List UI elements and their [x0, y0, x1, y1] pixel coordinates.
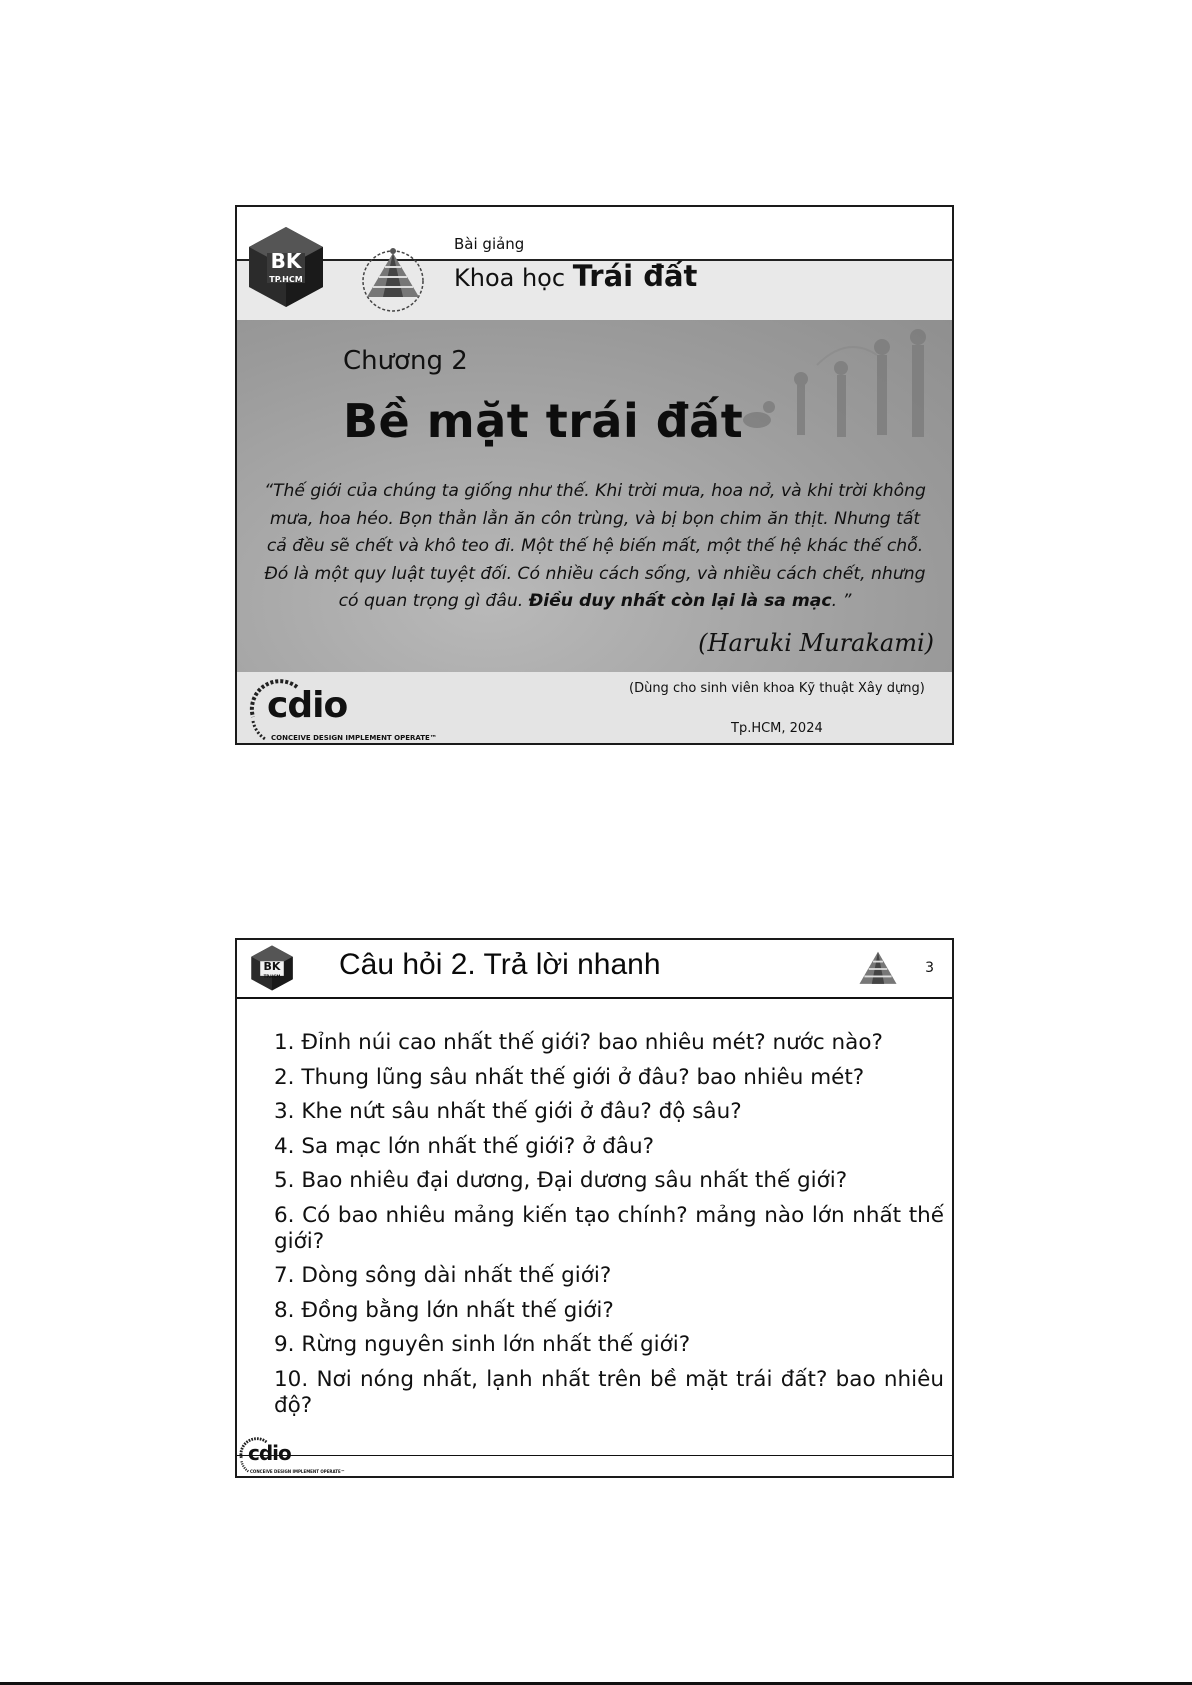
course-title-prefix: Khoa học: [454, 264, 566, 292]
quote-author: (Haruki Murakami): [698, 629, 934, 657]
quote-closing: . ”: [831, 591, 852, 611]
chapter-title: Bề mặt trái đất: [343, 394, 744, 448]
course-title-name: Trái đất: [572, 259, 698, 293]
cdio-tagline: CONCEIVE DESIGN IMPLEMENT OPERATE™: [250, 1469, 345, 1474]
faculty-pyramid-logo-icon: [857, 946, 899, 992]
bk-logo-text: BK: [270, 249, 302, 273]
quote-text: “Thế giới của chúng ta giống như thế. Khi trời mưa, hoa nở, và khi trời không mưa, hoa héo. Bọn thằn lằn ăn côn trùng, và bị bọn chim ăn thịt. Nhưng tất cả đều sẽ chết và khô teo đi. Một thế hệ biến mất, một thế hệ khác thế chỗ. Đó là một quy luật tuyệt đối. Có nhiều cách sống, và nhiều cách chết, nhưng có quan trọng gì đâu.: [264, 481, 926, 611]
bk-logo-subtext: TP.HCM: [263, 974, 281, 979]
cdio-logo-small: [237, 1435, 377, 1477]
faculty-pyramid-logo-icon: [359, 245, 427, 313]
course-title: [454, 259, 697, 293]
list-item: 4. Sa mạc lớn nhất thế giới? ở đâu?: [274, 1133, 655, 1159]
list-item: 5. Bao nhiêu đại dương, Đại dương sâu nhất thế giới?: [274, 1168, 848, 1193]
list-item: 1. Đỉnh núi cao nhất thế giới? bao nhiêu mét? nước nào?: [274, 1030, 883, 1055]
slide-title: Câu hỏi 2. Trả lời nhanh: [339, 948, 661, 981]
cdio-tagline: CONCEIVE DESIGN IMPLEMENT OPERATE™: [271, 734, 437, 742]
evolution-silhouettes-icon: [717, 325, 947, 455]
usage-note: (Dùng cho sinh viên khoa Kỹ thuật Xây dựng): [629, 681, 925, 696]
page-number: 3: [925, 960, 934, 976]
header-top-strip: [237, 207, 952, 261]
lecture-label: Bài giảng: [454, 235, 525, 253]
list-item: 6. Có bao nhiêu mảng kiến tạo chính? mảng nào lớn nhất thế giới?: [274, 1202, 944, 1254]
list-item: 8. Đồng bằng lớn nhất thế giới?: [274, 1297, 614, 1323]
bk-logo-text: BK: [263, 960, 281, 973]
list-item: 7. Dòng sông dài nhất thế giới?: [274, 1263, 612, 1288]
bk-university-logo-small: [249, 944, 295, 992]
murakami-quote: [259, 478, 931, 616]
list-item: 9. Rừng nguyên sinh lớn nhất thế giới?: [274, 1332, 691, 1357]
cdio-word: cdio: [267, 685, 348, 726]
list-item: 10. Nơi nóng nhất, lạnh nhất trên bề mặt trái đất? bao nhiêu độ?: [274, 1366, 944, 1418]
title-divider: [237, 997, 952, 999]
cdio-word: cdio: [248, 1441, 291, 1465]
cdio-logo: [245, 677, 475, 743]
question-slide: [235, 938, 954, 1478]
question-list: [274, 1030, 944, 1427]
list-item: 3. Khe nứt sâu nhất thế giới ở đâu? độ sâu?: [274, 1099, 742, 1124]
quote-emphasis: Điều duy nhất còn lại là sa mạc: [528, 591, 832, 611]
list-item: 2. Thung lũng sâu nhất thế giới ở đâu? bao nhiêu mét?: [274, 1064, 865, 1090]
chapter-label: Chương 2: [343, 346, 468, 376]
title-slide: [235, 205, 954, 745]
place-date: Tp.HCM, 2024: [731, 721, 823, 736]
bk-university-logo: [245, 225, 327, 309]
bk-logo-subtext: TP.HCM: [269, 275, 303, 284]
